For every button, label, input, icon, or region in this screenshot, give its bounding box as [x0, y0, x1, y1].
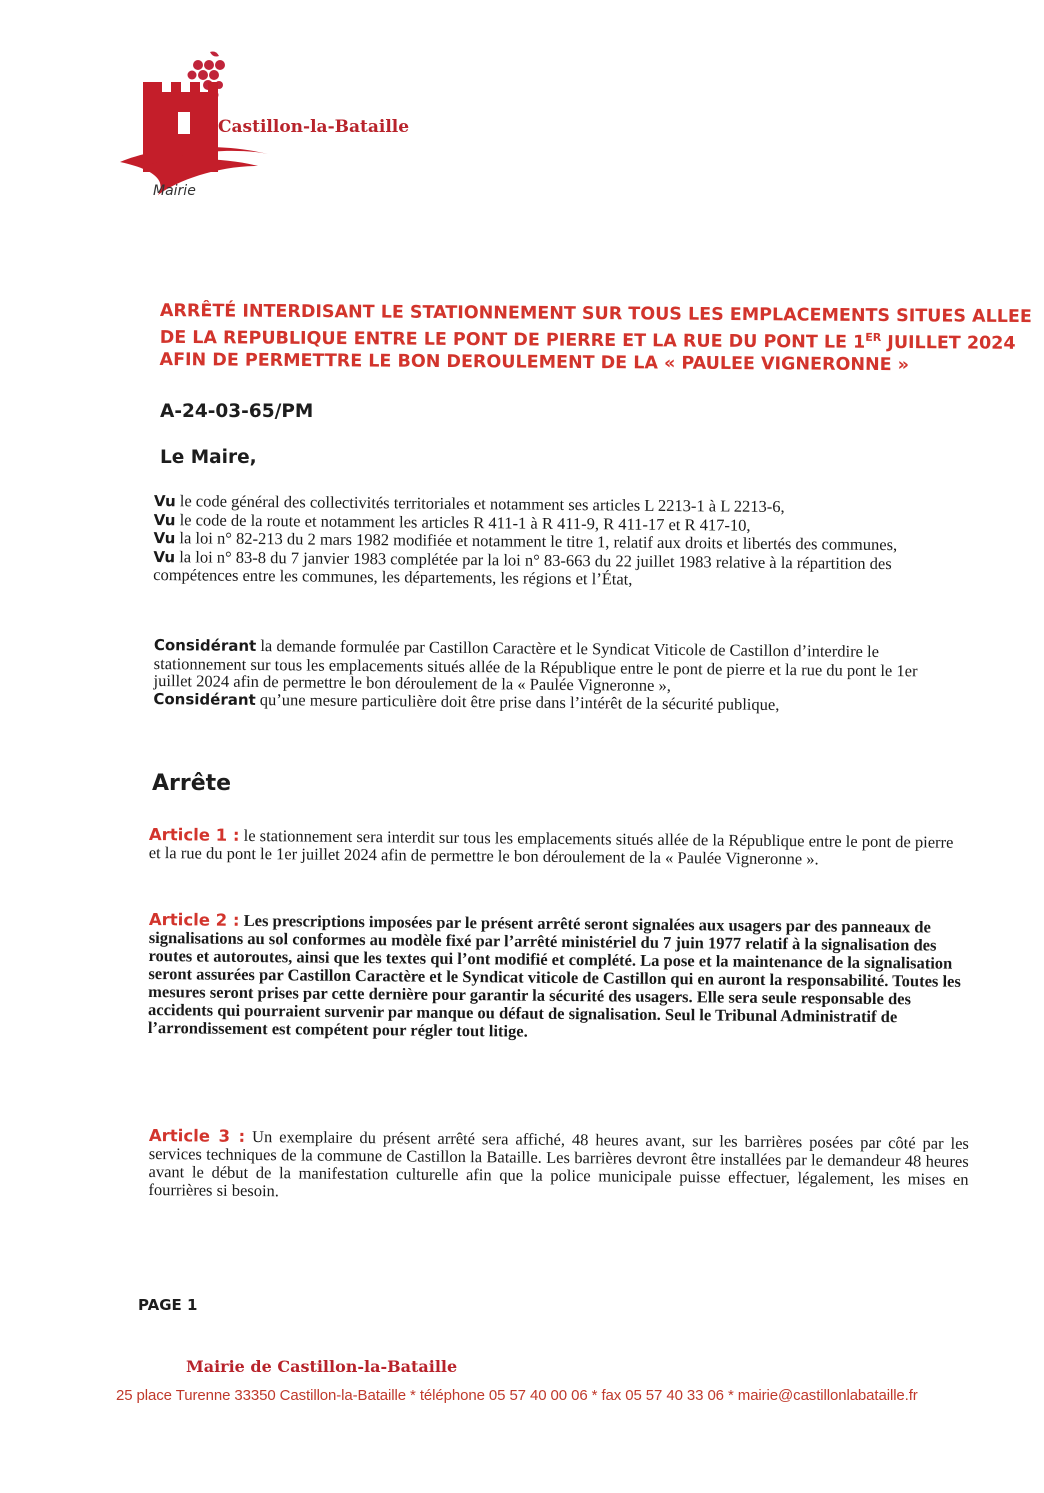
title-line-1: ARRÊTÉ INTERDISANT LE STATIONNEMENT SUR TOUS LES EMPLACEMENTS SITUES ALLEE	[159, 300, 1032, 328]
vu-text: la loi n° 82-213 du 2 mars 1982 modifiée et notamment le titre 1, relatif aux droits et libertés des communes,	[175, 528, 898, 555]
reference-number: A-24-03-65/PM	[160, 401, 314, 422]
article-keyword: Article 1 :	[148, 825, 240, 845]
vu-keyword: Vu	[153, 510, 176, 529]
logo-name: Castillon-la-Bataille	[218, 117, 410, 137]
considerant-keyword: Considérant	[153, 689, 256, 709]
page-number: PAGE 1	[138, 1296, 198, 1314]
considerant-block	[153, 636, 954, 716]
title-line-2-prefix: DE LA REPUBLIQUE ENTRE LE PONT DE PIERRE ET LA RUE DU PONT LE 1	[159, 327, 866, 353]
vu-text: le code général des collectivités territoriales et notamment ses articles L 2213-1 à L 2213-6,	[175, 491, 785, 517]
article-keyword: Article 3 :	[148, 1126, 246, 1146]
vu-keyword: Vu	[153, 547, 176, 566]
logo-subtitle: Mairie	[153, 183, 196, 199]
arrete-heading: Arrête	[152, 771, 232, 796]
article-text: Un exemplaire du présent arrêté sera affiché, 48 heures avant, sur les barrières posées par côté par les services techniques de la commune de Castillon la Bataille. Les barrières devront être installées par le demandeur 48 heures avant le début de la manifestation culturelle afin que la police municipale puisse effectuer, légalement, les mises en fourrières si besoin.	[148, 1126, 969, 1201]
considerant-item	[153, 636, 953, 697]
title-line-3: AFIN DE PERMETTRE LE BON DEROULEMENT DE LA « PAULEE VIGNERONNE »	[159, 349, 910, 376]
article-3	[148, 1127, 969, 1207]
title-line-2-sup: ER	[865, 330, 882, 345]
vu-text: le code de la route et notamment les articles R 411-1 à R 411-9, R 411-17 et R 417-10,	[175, 509, 751, 535]
vu-item	[153, 547, 953, 591]
document-title	[159, 300, 1032, 377]
article-text: Les prescriptions imposées par le présent arrêté seront signalées aux usagers par des panneaux de signalisations au sol conformes au modèle fixé par l’arrêté ministériel du 7 juin 1977 relatif à la signalisation des routes et autoroutes, ainsi que les textes qui l’ont modifié et complété. La pose et la maintenance de la signalisation seront assurées par Castillon Caractère et le Syndicat viticole de Castillon qui en auront la responsabilité. Toutes les mesures seront prises par cette dernière pour garantir la sécurité des usagers. Elle sera seule responsable des accidents qui pourraient survenir par manque ou défaut de signalisation. Seul le Tribunal Administratif de l’arrondissement est compétent pour régler tout litige.	[147, 910, 961, 1041]
footer-name: Mairie de Castillon-la-Bataille	[186, 1357, 458, 1376]
considerant-text: qu’une mesure particulière doit être prise dans l’intérêt de la sécurité publique,	[255, 689, 780, 714]
vu-keyword: Vu	[153, 492, 176, 511]
article-1	[149, 826, 969, 870]
article-2	[148, 911, 969, 1045]
article-text: le stationnement sera interdit sur tous les emplacements situés allée de la République entre le pont de pierre et la rue du pont le 1er juillet 2024 afin de permettre le bon déroulement de la « Paulée Vigneronne ».	[148, 825, 954, 869]
vu-text: la loi n° 83-8 du 7 janvier 1983 complétée par la loi n° 83-663 du 22 juillet 1983 relative à la répartition des compétences entre les communes, les départements, les régions et l’État,	[153, 546, 892, 589]
article-keyword: Article 2 :	[148, 910, 240, 930]
le-maire-heading: Le Maire,	[160, 447, 257, 468]
vu-block	[153, 492, 954, 591]
footer-address: 25 place Turenne 33350 Castillon-la-Bataille * téléphone 05 57 40 00 06 * fax 05 57 40 33 06 * mairie@castillonlabataille.fr	[116, 1387, 918, 1404]
title-line-2-suffix: JUILLET 2024	[881, 332, 1016, 354]
considerant-text: la demande formulée par Castillon Caractère et le Syndicat Viticole de Castillon d’interdire le stationnement sur tous les emplacements situés allée de la République entre le pont de pierre et la rue du pont le 1er juillet 2024 afin de permettre le bon déroulement de la « Paulée Vigneronne »,	[153, 635, 918, 695]
considerant-keyword: Considérant	[153, 636, 257, 655]
vu-keyword: Vu	[153, 528, 176, 548]
